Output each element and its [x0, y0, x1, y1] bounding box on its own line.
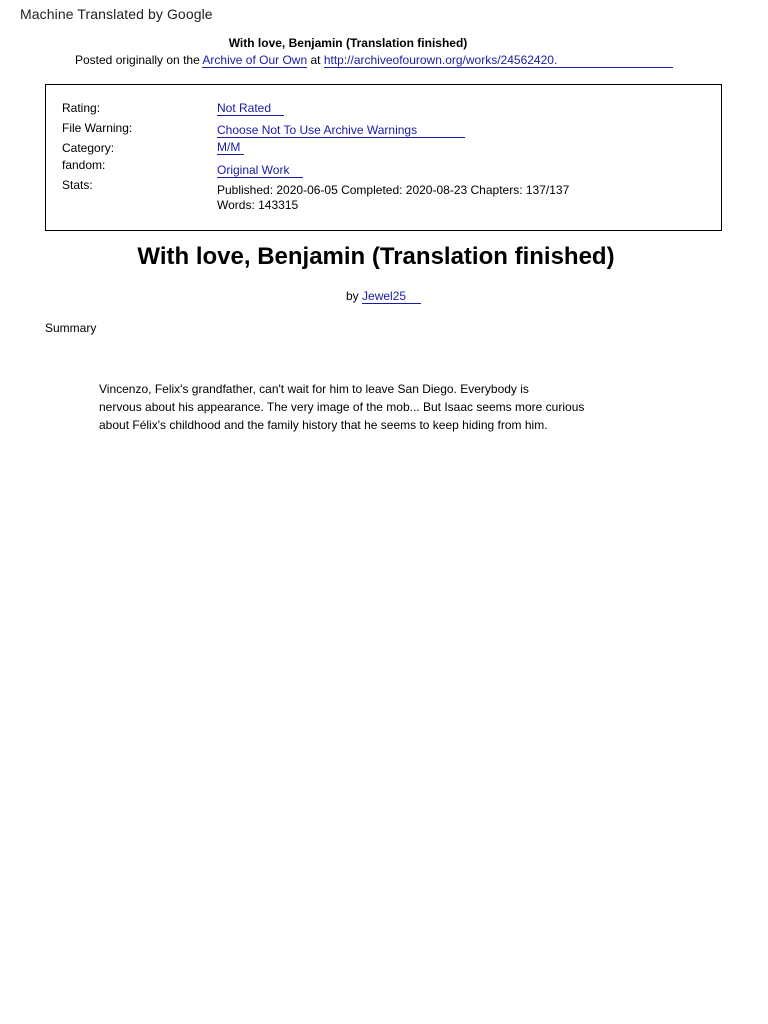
- summary-heading: Summary: [45, 321, 97, 335]
- work-url-link[interactable]: http://archiveofourown.org/works/24562420.: [324, 53, 673, 68]
- work-metadata-box: [45, 84, 722, 231]
- rating-label: Rating:: [62, 101, 101, 115]
- by-prefix: by: [346, 289, 363, 303]
- fandom-label: fandom:: [62, 158, 106, 172]
- rating-link[interactable]: Not Rated: [217, 101, 284, 116]
- summary-line: nervous about his appearance. The very image of the mob... But Isaac seems more curious: [99, 400, 585, 414]
- stats-label: Stats:: [62, 178, 93, 192]
- summary-line: Vincenzo, Felix's grandfather, can't wait for him to leave San Diego. Everybody is: [99, 382, 529, 396]
- posted-line: [75, 53, 673, 67]
- warning-value: [217, 123, 465, 138]
- category-value: [217, 140, 244, 155]
- category-label: Category:: [62, 141, 115, 155]
- fandom-link[interactable]: Original Work: [217, 163, 303, 178]
- header-title: With love, Benjamin (Translation finished): [228, 36, 468, 50]
- archive-link[interactable]: Archive of Our Own: [202, 53, 308, 67]
- category-link[interactable]: M/M: [217, 140, 244, 155]
- warning-label: File Warning:: [62, 121, 133, 135]
- rating-value: [217, 101, 284, 116]
- author-link[interactable]: Jewel25: [362, 289, 421, 304]
- byline: [346, 289, 421, 303]
- stats-line-1: Published: 2020-06-05 Completed: 2020-08-23 Chapters: 137/137: [217, 183, 570, 197]
- summary-text: [99, 380, 619, 434]
- posted-prefix: Posted originally on the: [75, 53, 203, 67]
- fandom-value: [217, 163, 303, 178]
- warning-link[interactable]: Choose Not To Use Archive Warnings: [217, 123, 465, 138]
- stats-line-2: Words: 143315: [217, 198, 299, 212]
- work-title: With love, Benjamin (Translation finished): [137, 243, 615, 270]
- posted-middle: at: [307, 53, 324, 67]
- summary-line: about Félix's childhood and the family history that he seems to keep hiding from him.: [99, 418, 548, 432]
- machine-translation-banner: Machine Translated by Google: [20, 6, 213, 22]
